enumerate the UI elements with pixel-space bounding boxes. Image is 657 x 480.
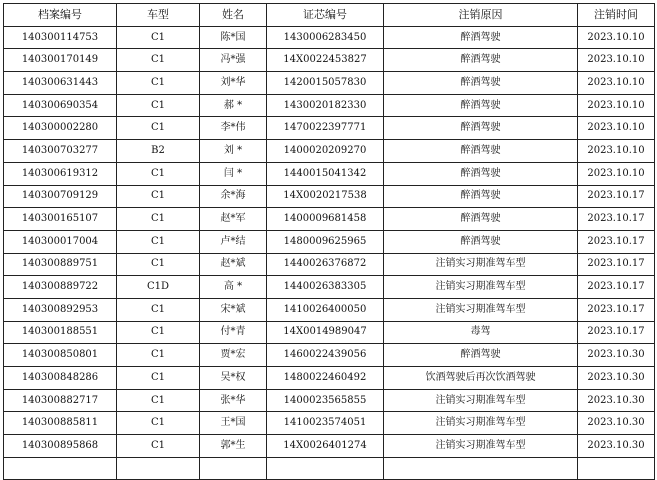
file-number-cell: 140300703277 <box>4 140 117 163</box>
vehicle-type-cell: C1 <box>117 162 200 185</box>
name-cell: 郝 * <box>200 94 267 117</box>
cancellation-reason-cell: 醉酒驾驶 <box>384 162 578 185</box>
vehicle-type-cell: C1 <box>117 208 200 231</box>
vehicle-type-cell <box>117 457 200 480</box>
vehicle-type-cell: C1 <box>117 367 200 390</box>
vehicle-type-cell: C1 <box>117 435 200 458</box>
cancellation-reason-cell: 注销实习期准驾车型 <box>384 412 578 435</box>
file-number-cell: 140300017004 <box>4 230 117 253</box>
vehicle-type-cell: C1 <box>117 298 200 321</box>
cancellation-reason-cell: 醉酒驾驶 <box>384 208 578 231</box>
vehicle-type-cell: C1D <box>117 276 200 299</box>
cancellation-reason-cell: 醉酒驾驶 <box>384 94 578 117</box>
table-row <box>4 230 655 253</box>
table-row <box>4 367 655 390</box>
name-cell: 闫 * <box>200 162 267 185</box>
file-number-cell: 140300170149 <box>4 49 117 72</box>
name-cell: 赵*斌 <box>200 253 267 276</box>
file-number-cell: 140300882717 <box>4 389 117 412</box>
header-name: 姓名 <box>200 4 267 27</box>
certificate-number-cell: 14X0020217538 <box>267 185 384 208</box>
file-number-cell: 140300850801 <box>4 344 117 367</box>
name-cell: 赵*军 <box>200 208 267 231</box>
cancellation-reason-cell <box>384 457 578 480</box>
table-row <box>4 389 655 412</box>
name-cell: 宋*斌 <box>200 298 267 321</box>
file-number-cell: 140300848286 <box>4 367 117 390</box>
table-row <box>4 253 655 276</box>
certificate-number-cell: 14X0026401274 <box>267 435 384 458</box>
table-row <box>4 276 655 299</box>
license-cancellation-table-container <box>3 3 654 480</box>
certificate-number-cell: 1410023574051 <box>267 412 384 435</box>
table-row <box>4 49 655 72</box>
certificate-number-cell: 1440026376872 <box>267 253 384 276</box>
table-body <box>4 26 655 480</box>
vehicle-type-cell: C1 <box>117 117 200 140</box>
file-number-cell: 140300895868 <box>4 435 117 458</box>
cancellation-time-cell: 2023.10.17 <box>578 276 655 299</box>
name-cell: 陈*国 <box>200 26 267 49</box>
certificate-number-cell: 1430020182330 <box>267 94 384 117</box>
name-cell: 李*伟 <box>200 117 267 140</box>
vehicle-type-cell: C1 <box>117 412 200 435</box>
cancellation-time-cell: 2023.10.10 <box>578 162 655 185</box>
cancellation-time-cell: 2023.10.10 <box>578 140 655 163</box>
cancellation-time-cell: 2023.10.30 <box>578 367 655 390</box>
certificate-number-cell: 1400009681458 <box>267 208 384 231</box>
cancellation-reason-cell: 注销实习期准驾车型 <box>384 276 578 299</box>
name-cell: 张*华 <box>200 389 267 412</box>
vehicle-type-cell: C1 <box>117 26 200 49</box>
vehicle-type-cell: C1 <box>117 389 200 412</box>
cancellation-time-cell: 2023.10.17 <box>578 253 655 276</box>
name-cell: 贾*宏 <box>200 344 267 367</box>
vehicle-type-cell: C1 <box>117 253 200 276</box>
cancellation-reason-cell: 醉酒驾驶 <box>384 230 578 253</box>
cancellation-reason-cell: 注销实习期准驾车型 <box>384 389 578 412</box>
certificate-number-cell: 1470022397771 <box>267 117 384 140</box>
certificate-number-cell: 1420015057830 <box>267 72 384 95</box>
certificate-number-cell: 1410026400050 <box>267 298 384 321</box>
cancellation-reason-cell: 醉酒驾驶 <box>384 26 578 49</box>
cancellation-time-cell: 2023.10.17 <box>578 321 655 344</box>
certificate-number-cell: 1440015041342 <box>267 162 384 185</box>
certificate-number-cell: 1480009625965 <box>267 230 384 253</box>
header-vehicle-type: 车型 <box>117 4 200 27</box>
certificate-number-cell: 1430006283450 <box>267 26 384 49</box>
name-cell: 刘 * <box>200 140 267 163</box>
cancellation-reason-cell: 醉酒驾驶 <box>384 72 578 95</box>
vehicle-type-cell: C1 <box>117 230 200 253</box>
certificate-number-cell: 1400020209270 <box>267 140 384 163</box>
name-cell: 高 * <box>200 276 267 299</box>
header-cancellation-time: 注销时间 <box>578 4 655 27</box>
table-row <box>4 117 655 140</box>
certificate-number-cell: 1440026383305 <box>267 276 384 299</box>
file-number-cell: 140300885811 <box>4 412 117 435</box>
file-number-cell: 140300631443 <box>4 72 117 95</box>
cancellation-time-cell: 2023.10.17 <box>578 230 655 253</box>
cancellation-time-cell: 2023.10.30 <box>578 344 655 367</box>
name-cell: 冯*强 <box>200 49 267 72</box>
file-number-cell: 140300619312 <box>4 162 117 185</box>
cancellation-reason-cell: 醉酒驾驶 <box>384 185 578 208</box>
file-number-cell: 140300165107 <box>4 208 117 231</box>
cancellation-time-cell: 2023.10.30 <box>578 389 655 412</box>
file-number-cell: 140300709129 <box>4 185 117 208</box>
file-number-cell: 140300690354 <box>4 94 117 117</box>
name-cell: 余*海 <box>200 185 267 208</box>
cancellation-reason-cell: 醉酒驾驶 <box>384 140 578 163</box>
name-cell: 卢*结 <box>200 230 267 253</box>
table-row <box>4 94 655 117</box>
cancellation-reason-cell: 注销实习期准驾车型 <box>384 298 578 321</box>
certificate-number-cell: 1400023565855 <box>267 389 384 412</box>
name-cell: 郭*生 <box>200 435 267 458</box>
certificate-number-cell: 1480022460492 <box>267 367 384 390</box>
cancellation-reason-cell: 饮酒驾驶后再次饮酒驾驶 <box>384 367 578 390</box>
certificate-number-cell <box>267 457 384 480</box>
name-cell: 付*青 <box>200 321 267 344</box>
cancellation-reason-cell: 毒驾 <box>384 321 578 344</box>
cancellation-reason-cell: 醉酒驾驶 <box>384 117 578 140</box>
cancellation-time-cell: 2023.10.10 <box>578 49 655 72</box>
file-number-cell: 140300188551 <box>4 321 117 344</box>
file-number-cell: 140300889751 <box>4 253 117 276</box>
vehicle-type-cell: C1 <box>117 321 200 344</box>
name-cell: 吴*权 <box>200 367 267 390</box>
file-number-cell: 140300892953 <box>4 298 117 321</box>
table-row <box>4 140 655 163</box>
table-row <box>4 344 655 367</box>
file-number-cell: 140300002280 <box>4 117 117 140</box>
table-row <box>4 185 655 208</box>
cancellation-reason-cell: 注销实习期准驾车型 <box>384 435 578 458</box>
vehicle-type-cell: C1 <box>117 344 200 367</box>
table-row <box>4 412 655 435</box>
table-row <box>4 26 655 49</box>
header-certificate-number: 证芯编号 <box>267 4 384 27</box>
table-row <box>4 162 655 185</box>
cancellation-time-cell: 2023.10.10 <box>578 117 655 140</box>
vehicle-type-cell: C1 <box>117 49 200 72</box>
file-number-cell: 140300889722 <box>4 276 117 299</box>
cancellation-reason-cell: 醉酒驾驶 <box>384 344 578 367</box>
file-number-cell <box>4 457 117 480</box>
certificate-number-cell: 1460022439056 <box>267 344 384 367</box>
cancellation-time-cell <box>578 457 655 480</box>
name-cell: 王*国 <box>200 412 267 435</box>
cancellation-time-cell: 2023.10.17 <box>578 208 655 231</box>
table-row <box>4 457 655 480</box>
cancellation-reason-cell: 注销实习期准驾车型 <box>384 253 578 276</box>
table-header-row <box>4 4 655 27</box>
cancellation-time-cell: 2023.10.17 <box>578 298 655 321</box>
cancellation-time-cell: 2023.10.10 <box>578 94 655 117</box>
name-cell <box>200 457 267 480</box>
table-row <box>4 435 655 458</box>
table-row <box>4 72 655 95</box>
vehicle-type-cell: C1 <box>117 72 200 95</box>
cancellation-time-cell: 2023.10.17 <box>578 185 655 208</box>
cancellation-reason-cell: 醉酒驾驶 <box>384 49 578 72</box>
table-row <box>4 208 655 231</box>
header-cancellation-reason: 注销原因 <box>384 4 578 27</box>
vehicle-type-cell: C1 <box>117 94 200 117</box>
vehicle-type-cell: C1 <box>117 185 200 208</box>
certificate-number-cell: 14X0014989047 <box>267 321 384 344</box>
cancellation-time-cell: 2023.10.10 <box>578 72 655 95</box>
cancellation-time-cell: 2023.10.10 <box>578 26 655 49</box>
certificate-number-cell: 14X0022453827 <box>267 49 384 72</box>
table-row <box>4 298 655 321</box>
file-number-cell: 140300114753 <box>4 26 117 49</box>
name-cell: 刘*华 <box>200 72 267 95</box>
license-cancellation-table <box>3 3 655 480</box>
table-row <box>4 321 655 344</box>
header-file-number: 档案编号 <box>4 4 117 27</box>
vehicle-type-cell: B2 <box>117 140 200 163</box>
cancellation-time-cell: 2023.10.30 <box>578 412 655 435</box>
cancellation-time-cell: 2023.10.30 <box>578 435 655 458</box>
